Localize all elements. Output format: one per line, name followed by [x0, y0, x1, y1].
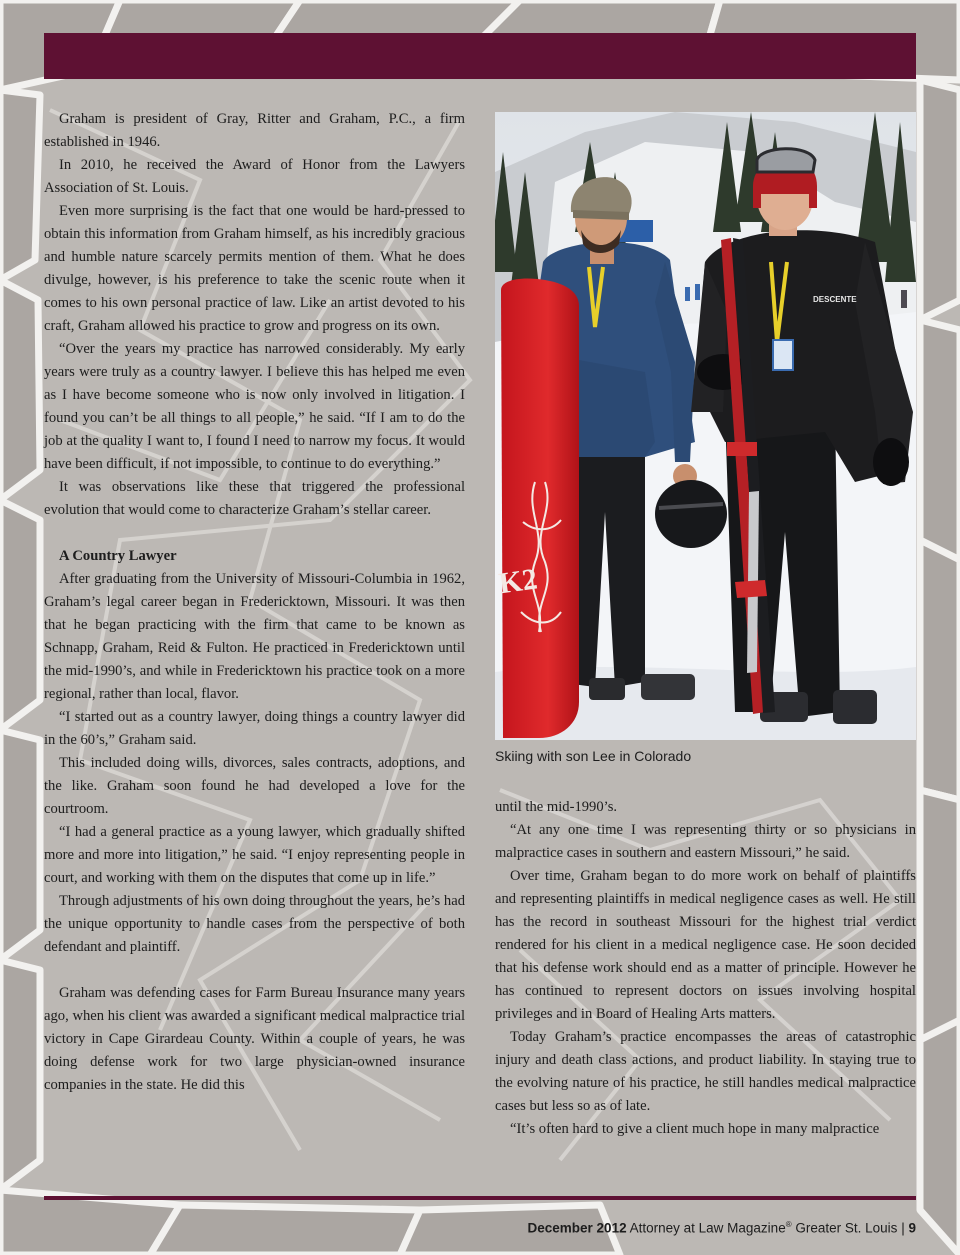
article-paragraph: After graduating from the University of Missouri-Columbia in 1962, Graham’s legal career began in Fredericktown, Missouri. It was then that he began practicing with the firm that came to be known as Schnapp, Graham, Reid & Fulton. He practiced in Fredericktown until the mid-1990’s, and while in Fredericktown his practice took on a more regional, rather than local, flavor.	[44, 571, 465, 702]
footer-edition: Greater St. Louis	[795, 1220, 898, 1236]
article-paragraph: until the mid-1990’s.	[495, 799, 618, 815]
ski-photo	[495, 112, 916, 740]
article-paragraph: In 2010, he received the Award of Honor from the Lawyers Association of St. Louis.	[44, 157, 465, 196]
article-paragraph: “It’s often hard to give a client much hope in many malpractice	[510, 1121, 880, 1137]
article-paragraph: Today Graham’s practice encompasses the areas of catastrophic injury and death class actions, and product liability. In staying true to the evolving nature of his practice, he still handles medical malpractice cases but less so as of late.	[495, 1029, 916, 1114]
article-paragraph: This included doing wills, divorces, sales contracts, adoptions, and the like. Graham soon found he had developed a love for the courtroom.	[44, 755, 465, 817]
article-column-left	[44, 108, 465, 1097]
article-paragraph: “At any one time I was representing thirty or so physicians in malpractice cases in southern and eastern Missouri,” he said.	[495, 822, 916, 861]
page-footer	[528, 1220, 916, 1236]
section-heading: A Country Lawyer	[59, 548, 177, 564]
article-paragraph: Over time, Graham began to do more work on behalf of plaintiffs and representing plaintiffs in medical negligence cases as well. He still has the record in southeast Missouri for the highest trial verdict rendered for his client in a medical negligence case. He soon decided that his defense work should end as a matter of principle. However he has continued to represent doctors on issues involving hospital privileges and in Board of Healing Arts matters.	[495, 868, 916, 1022]
article-paragraph: Even more surprising is the fact that one would be hard-pressed to obtain this information from Graham himself, as his incredibly gracious and humble nature scarcely permits mention of them. What he does divulge, however, is his preference to take the scenic route when it comes to his own personal practice of law. Like an artist devoted to his craft, Graham allowed his practice to grow and progress on its own.	[44, 203, 465, 334]
jacket-logo: DESCENTE	[813, 295, 857, 304]
article-paragraph: Graham is president of Gray, Ritter and Graham, P.C., a firm established in 1946.	[44, 111, 465, 150]
article-paragraph: It was observations like these that triggered the professional evolution that would come to characterize Graham’s stellar career.	[44, 479, 465, 518]
article-paragraph: “Over the years my practice has narrowed considerably. My early years were truly as a country lawyer. I believe this has helped me even as I have become someone who is now only involved in litigation. I found you can’t be all things to all people,” he said. “If I am to do the job at the quality I want to, I found I need to narrow my focus. It would have been difficult, if not impossible, to continue to do everything.”	[44, 341, 465, 472]
footer-rule	[44, 1196, 916, 1200]
article-paragraph: Through adjustments of his own doing throughout the years, he’s had the unique opportunity to handle cases from the perspective of both defendant and plaintiff.	[44, 893, 465, 955]
footer-date: December 2012	[527, 1220, 627, 1236]
article-column-right	[495, 796, 916, 1141]
article-paragraph: Graham was defending cases for Farm Bureau Insurance many years ago, when his client was awarded a significant medical malpractice trial victory in Cape Girardeau County. Within a couple of years, he was doing defense work for two large physician-owned insurance companies in the state. He did this	[44, 985, 465, 1093]
article-paragraph: “I started out as a country lawyer, doing things a country lawyer did in the 60’s,” Graham said.	[44, 709, 465, 748]
page-number: 9	[908, 1220, 916, 1236]
snowboard-logo: K2	[496, 562, 540, 601]
registered-mark: ®	[785, 1220, 792, 1229]
photo-caption: Skiing with son Lee in Colorado	[495, 748, 692, 764]
footer-magazine: Attorney at Law Magazine	[629, 1220, 786, 1236]
footer-separator: |	[901, 1220, 905, 1236]
header-bar	[44, 33, 916, 79]
article-paragraph: “I had a general practice as a young lawyer, which gradually shifted more and more into litigation,” he said. “I enjoy representing people in court, and working with them on the disputes that come up in life.”	[44, 824, 465, 886]
